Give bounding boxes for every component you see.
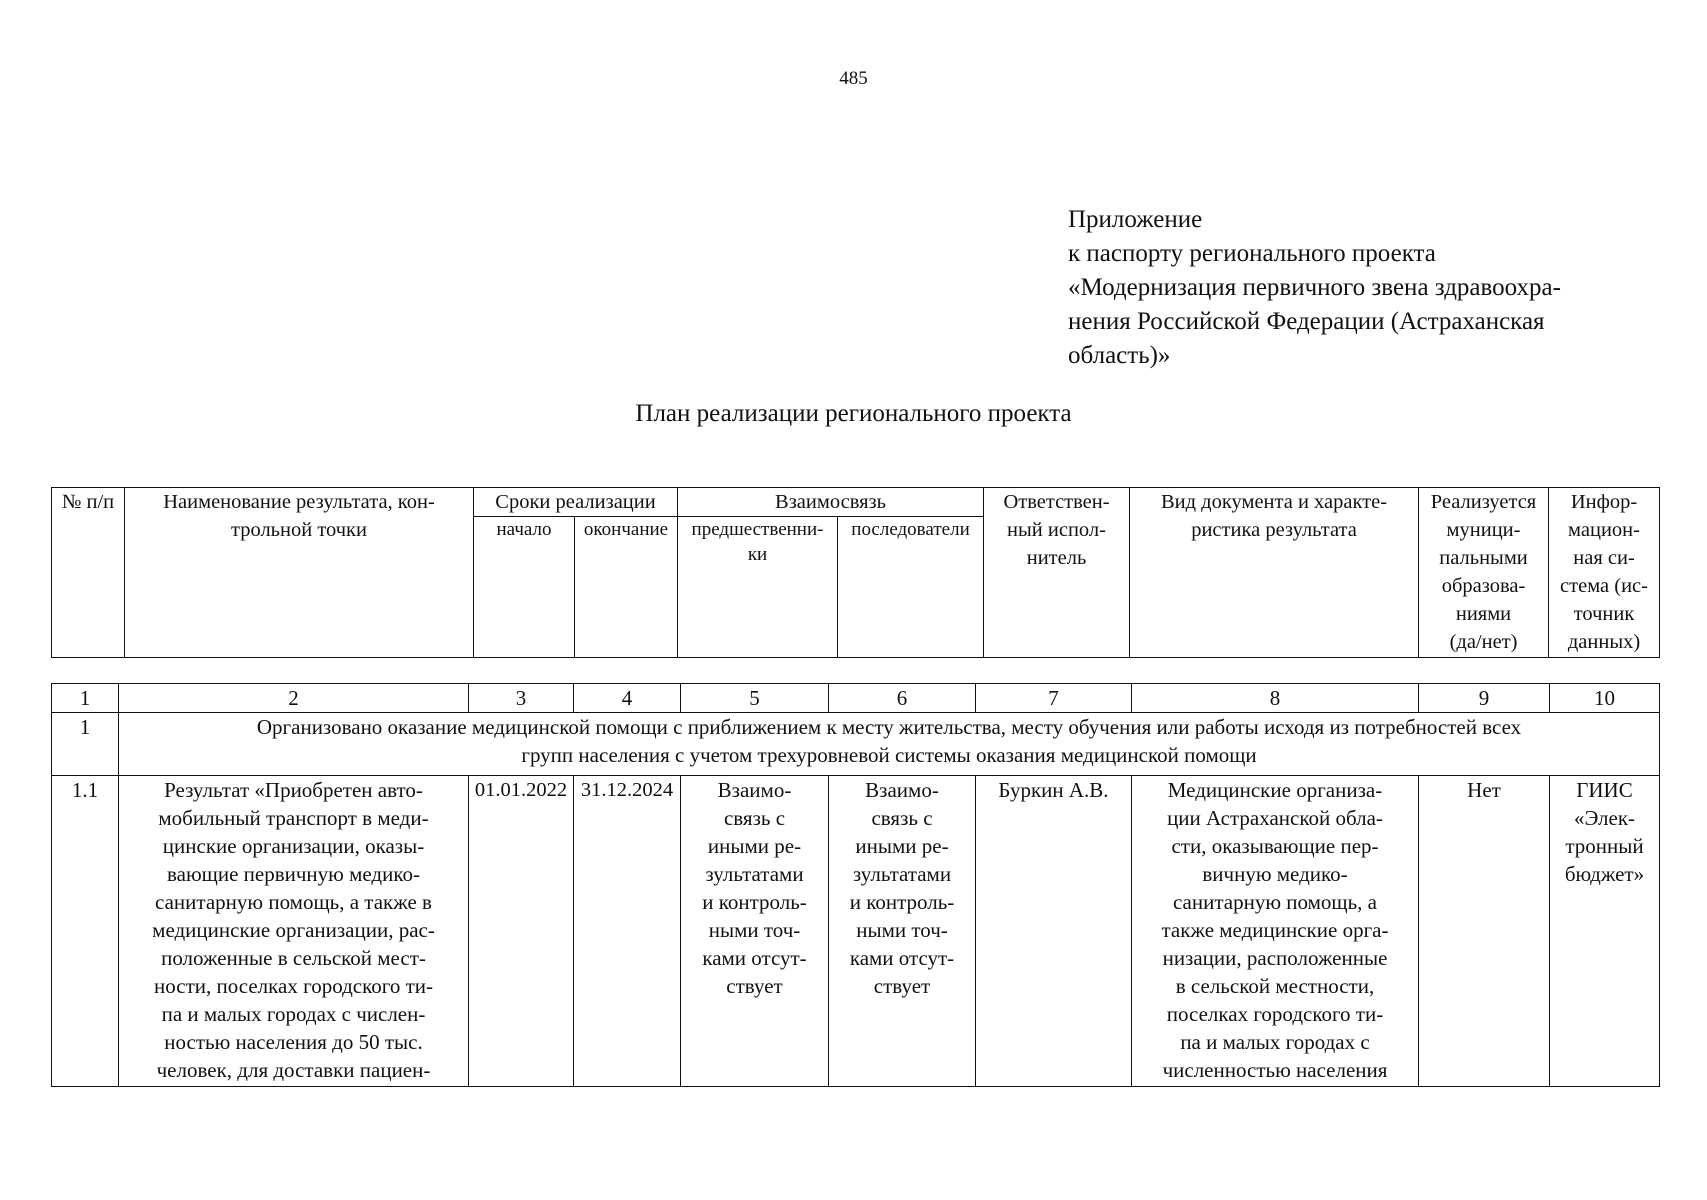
column-number: 6	[829, 684, 976, 713]
appendix-line: к паспорту регионального проекта	[1068, 240, 1436, 267]
row-doc-line: ции Астраханской обла-	[1167, 806, 1383, 830]
row-name-line: ностью населения до 50 тыс.	[164, 1030, 423, 1054]
row-succ-line: ками отсут-	[849, 946, 955, 970]
row-name-line: ности, поселках городского ти-	[154, 974, 433, 998]
row-info-line: тронный	[1565, 834, 1644, 858]
header-col-mun-line: муници-	[1446, 519, 1521, 541]
header-col-doc-line: Вид документа и характе-	[1160, 491, 1388, 513]
header-col-info-line: Инфор-	[1570, 491, 1638, 513]
header-col-succ: последователи	[838, 517, 984, 658]
row-resp-line: Буркин А.В.	[998, 778, 1109, 802]
header-col-resp-line: ный испол-	[1007, 519, 1106, 541]
header-col-mun-line: (да/нет)	[1449, 631, 1518, 653]
page-number: 485	[839, 68, 868, 89]
header-col-pred-line: ки	[747, 544, 768, 565]
row-name-line: санитарную помощь, а также в	[155, 890, 432, 914]
header-col-info-line: стема (ис-	[1560, 575, 1648, 597]
row-municipal: Нет	[1419, 776, 1550, 1087]
appendix-line: нения Российской Федерации (Астраханская	[1068, 308, 1545, 335]
row-predecessors	[681, 776, 829, 1087]
row-succ-line: Взаимо-	[865, 778, 939, 802]
row-pred-line: иными ре-	[707, 834, 802, 858]
column-number: 4	[574, 684, 681, 713]
row-doc-line: вичную медико-	[1202, 862, 1348, 886]
header-col-mun	[1419, 488, 1549, 658]
row-name-line: положенные в сельской мест-	[161, 946, 426, 970]
header-col-name-line: Наименование результата, кон-	[163, 491, 435, 513]
header-col-doc-line: ристика результата	[1191, 519, 1357, 541]
row-end-date: 31.12.2024	[574, 776, 681, 1087]
header-col-mun-line: ниями	[1455, 603, 1512, 625]
header-col-info	[1549, 488, 1660, 658]
row-name-line: вающие первичную медико-	[167, 862, 420, 886]
row-number: 1.1	[52, 776, 119, 1087]
header-col-resp	[984, 488, 1130, 658]
row-info-system	[1550, 776, 1660, 1087]
row-doc-line: поселках городского ти-	[1166, 1002, 1384, 1026]
appendix-line: область)»	[1068, 342, 1171, 369]
appendix-line: «Модернизация первичного звена здравоохра-	[1068, 274, 1561, 301]
column-number: 3	[469, 684, 574, 713]
row-succ-line: связь с	[871, 806, 933, 830]
row-succ-line: зультатами	[852, 862, 952, 886]
header-col-doc	[1130, 488, 1419, 658]
header-col-start: начало	[474, 517, 575, 658]
row-name-line: Результат «Приобретен авто-	[164, 778, 423, 802]
row-successors	[829, 776, 976, 1087]
header-col-name	[125, 488, 474, 658]
row-pred-line: и контроль-	[702, 890, 807, 914]
row-name	[119, 776, 469, 1087]
header-col-link: Взаимосвязь	[678, 488, 984, 517]
row-doc-line: также медицинские орга-	[1161, 918, 1389, 942]
header-col-info-line: мацион-	[1568, 519, 1640, 541]
header-col-terms: Сроки реализации	[474, 488, 678, 517]
row-name-line: цинские организации, оказы-	[162, 834, 425, 858]
column-number: 9	[1419, 684, 1550, 713]
column-number: 1	[52, 684, 119, 713]
row-info-line: бюджет»	[1564, 862, 1645, 886]
row-name-line: мобильный транспорт в меди-	[158, 806, 429, 830]
row-succ-line: и контроль-	[849, 890, 955, 914]
row-document	[1132, 776, 1419, 1087]
header-col-resp-line: Ответствен-	[1003, 491, 1110, 513]
appendix-note	[1068, 203, 1668, 373]
header-col-num: № п/п	[52, 488, 125, 658]
row-doc-line: санитарную помощь, а	[1172, 890, 1377, 914]
row-succ-line: иными ре-	[855, 834, 949, 858]
column-number: 5	[681, 684, 829, 713]
header-col-info-line: точник	[1573, 603, 1635, 625]
row-start-date: 01.01.2022	[469, 776, 574, 1087]
row-pred-line: зультатами	[705, 862, 804, 886]
row-doc-line: в сельской местности,	[1175, 974, 1375, 998]
row-pred-line: связь с	[723, 806, 786, 830]
header-col-pred-line: предшественни-	[691, 519, 824, 540]
column-number: 2	[119, 684, 469, 713]
column-number: 7	[976, 684, 1132, 713]
header-table	[51, 487, 1660, 658]
header-col-resp-line: нитель	[1026, 547, 1087, 569]
row-pred-line: ными точ-	[708, 918, 801, 942]
row-responsible	[976, 776, 1132, 1087]
section-number: 1	[52, 713, 119, 776]
section-title-line: Организовано оказание медицинской помощи с приближением к месту жительства, месту обучения или работы исходя из потребностей всех	[256, 715, 1522, 739]
header-col-mun-line: образова-	[1441, 575, 1526, 597]
header-col-name-line: трольной точки	[231, 519, 367, 541]
row-pred-line: Взаимо-	[717, 778, 792, 802]
row-name-line: человек, для доставки пациен-	[156, 1058, 431, 1082]
column-number: 8	[1132, 684, 1419, 713]
header-col-end: окончание	[575, 517, 678, 658]
row-succ-line: ными точ-	[856, 918, 948, 942]
row-doc-line: численностью населения	[1162, 1058, 1388, 1082]
row-doc-line: Медицинские организа-	[1167, 778, 1383, 802]
row-name-line: па и малых городах с числен-	[161, 1002, 426, 1026]
row-doc-line: сти, оказывающие пер-	[1171, 834, 1379, 858]
plan-title: План реализации регионального проекта	[635, 400, 1072, 427]
section-title	[119, 713, 1660, 776]
table-row	[52, 776, 1660, 1087]
section-title-line: групп населения с учетом трехуровневой системы оказания медицинской помощи	[521, 743, 1257, 767]
row-doc-line: па и малых городах с	[1180, 1030, 1370, 1054]
column-number: 10	[1550, 684, 1660, 713]
header-col-mun-line: Реализуется	[1430, 491, 1537, 513]
row-name-line: медицинские организации, рас-	[152, 918, 435, 942]
row-info-line: «Элек-	[1573, 806, 1636, 830]
header-col-info-line: данных)	[1567, 631, 1641, 653]
row-pred-line: ствует	[726, 974, 783, 998]
row-doc-line: низации, расположенные	[1162, 946, 1388, 970]
body-table	[51, 683, 1660, 1087]
header-col-info-line: ная си-	[1573, 547, 1635, 569]
header-col-mun-line: пальными	[1439, 547, 1528, 569]
row-succ-line: ствует	[873, 974, 931, 998]
header-col-pred	[678, 517, 838, 658]
appendix-line: Приложение	[1068, 206, 1203, 233]
row-info-line: ГИИС	[1576, 778, 1633, 802]
row-pred-line: ками отсут-	[702, 946, 807, 970]
